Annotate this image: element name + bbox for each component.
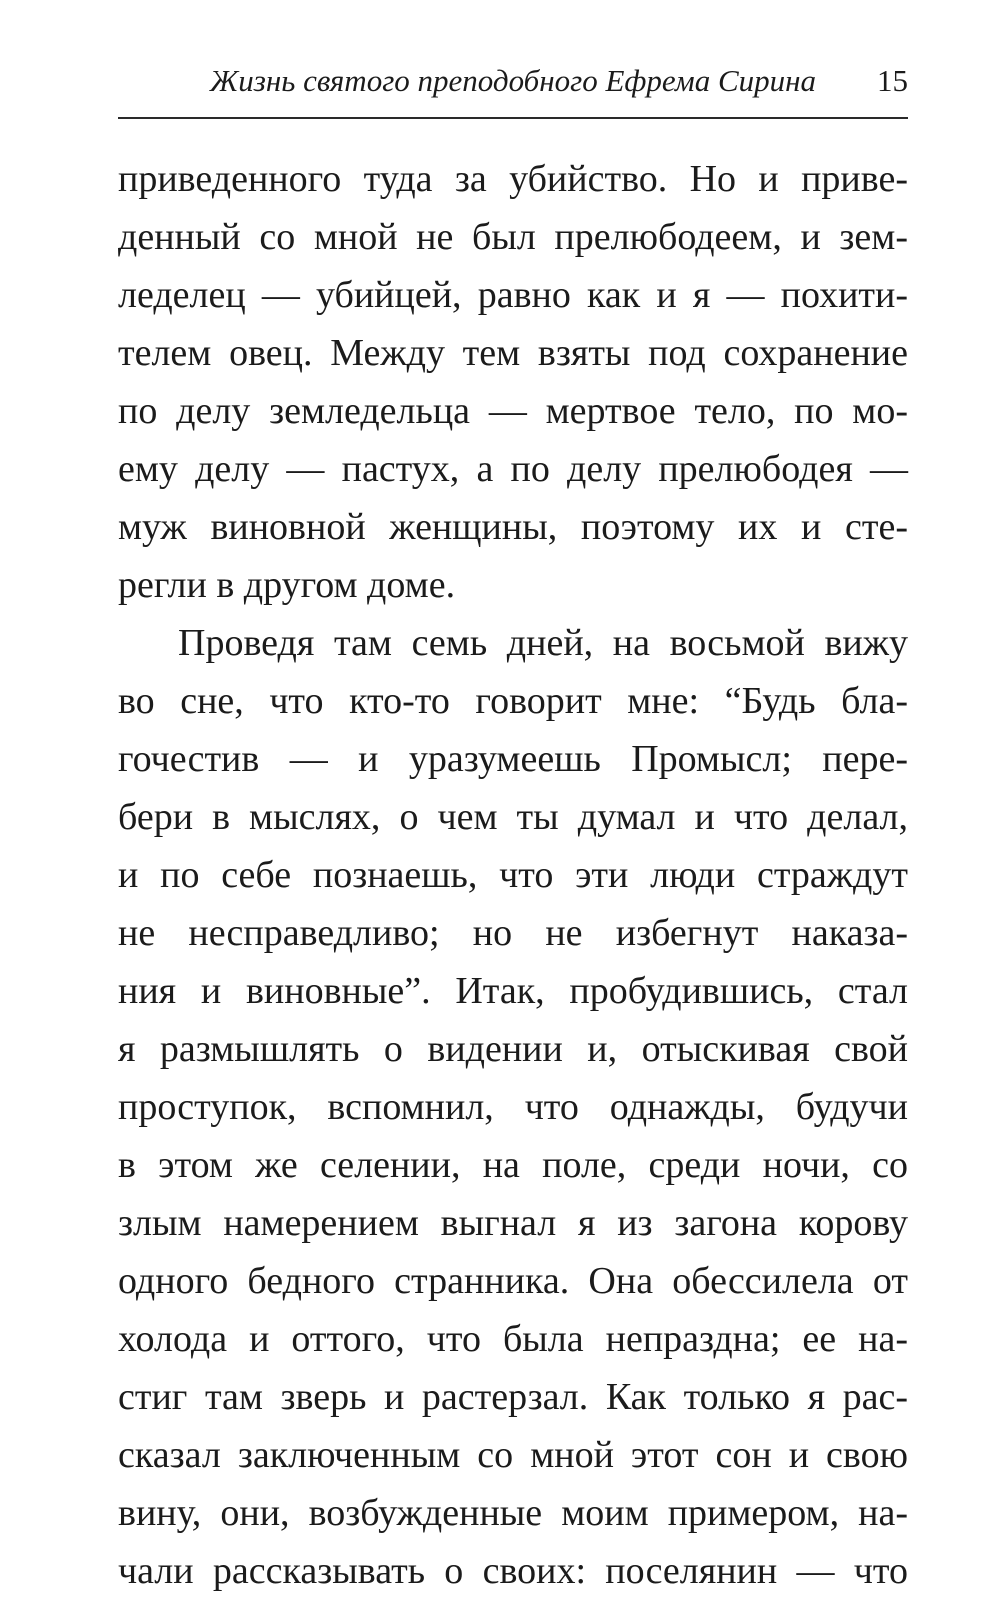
- text-line: в этом же селении, на поле, среди ночи, со: [118, 1144, 908, 1186]
- text-line: регли в другом доме.: [118, 564, 456, 606]
- text-line: леделец — убийцей, равно как и я — похити-: [118, 274, 908, 316]
- text-line: стиг там зверь и растерзал. Как только я рас-: [118, 1376, 908, 1418]
- text-line: гочестив — и уразумеешь Промысл; пере-: [118, 738, 908, 780]
- text-line: проступок, вспомнил, что однажды, будучи: [118, 1086, 908, 1128]
- text-line: холода и оттого, что была непраздна; ее на-: [118, 1318, 908, 1360]
- text-line: муж виновной женщины, поэтому их и сте-: [118, 506, 908, 548]
- text-line: злым намерением выгнал я из загона корову: [118, 1202, 908, 1244]
- running-title: Жизнь святого преподобного Ефрема Сирина: [209, 63, 816, 98]
- text-line: телем овец. Между тем взяты под сохранение: [118, 332, 908, 374]
- text-line: ния и виновные”. Итак, пробудившись, стал: [118, 970, 908, 1012]
- text-line: одного бедного странника. Она обессилела от: [118, 1260, 908, 1302]
- text-line: сказал заключенным со мной этот сон и свою: [118, 1434, 908, 1476]
- text-line: денный со мной не был прелюбодеем, и зем-: [118, 216, 908, 258]
- text-line: Проведя там семь дней, на восьмой вижу: [178, 622, 908, 664]
- text-line: по делу земледельца — мертвое тело, по мо-: [118, 390, 908, 432]
- text-line: и по себе познаешь, что эти люди страждут: [118, 854, 908, 896]
- body-text: [118, 150, 908, 1600]
- page-number: 15: [877, 63, 908, 98]
- text-line: я размышлять о видении и, отыскивая свой: [118, 1028, 908, 1070]
- paragraph: [118, 614, 908, 1600]
- text-line: не несправедливо; но не избегнут наказа-: [118, 912, 908, 954]
- running-header: [118, 58, 908, 104]
- text-line: во сне, что кто-то говорит мне: “Будь бла-: [118, 680, 908, 722]
- text-line: ему делу — пастух, а по делу прелюбодея —: [118, 448, 908, 490]
- text-line: чали рассказывать о своих: поселянин — что: [118, 1550, 908, 1592]
- text-line: вину, они, возбужденные моим примером, на-: [118, 1492, 908, 1534]
- text-line: приведенного туда за убийство. Но и приве-: [118, 158, 908, 200]
- text-line: бери в мыслях, о чем ты думал и что делал,: [118, 796, 908, 838]
- paragraph: [118, 150, 908, 614]
- header-rule: [118, 117, 908, 119]
